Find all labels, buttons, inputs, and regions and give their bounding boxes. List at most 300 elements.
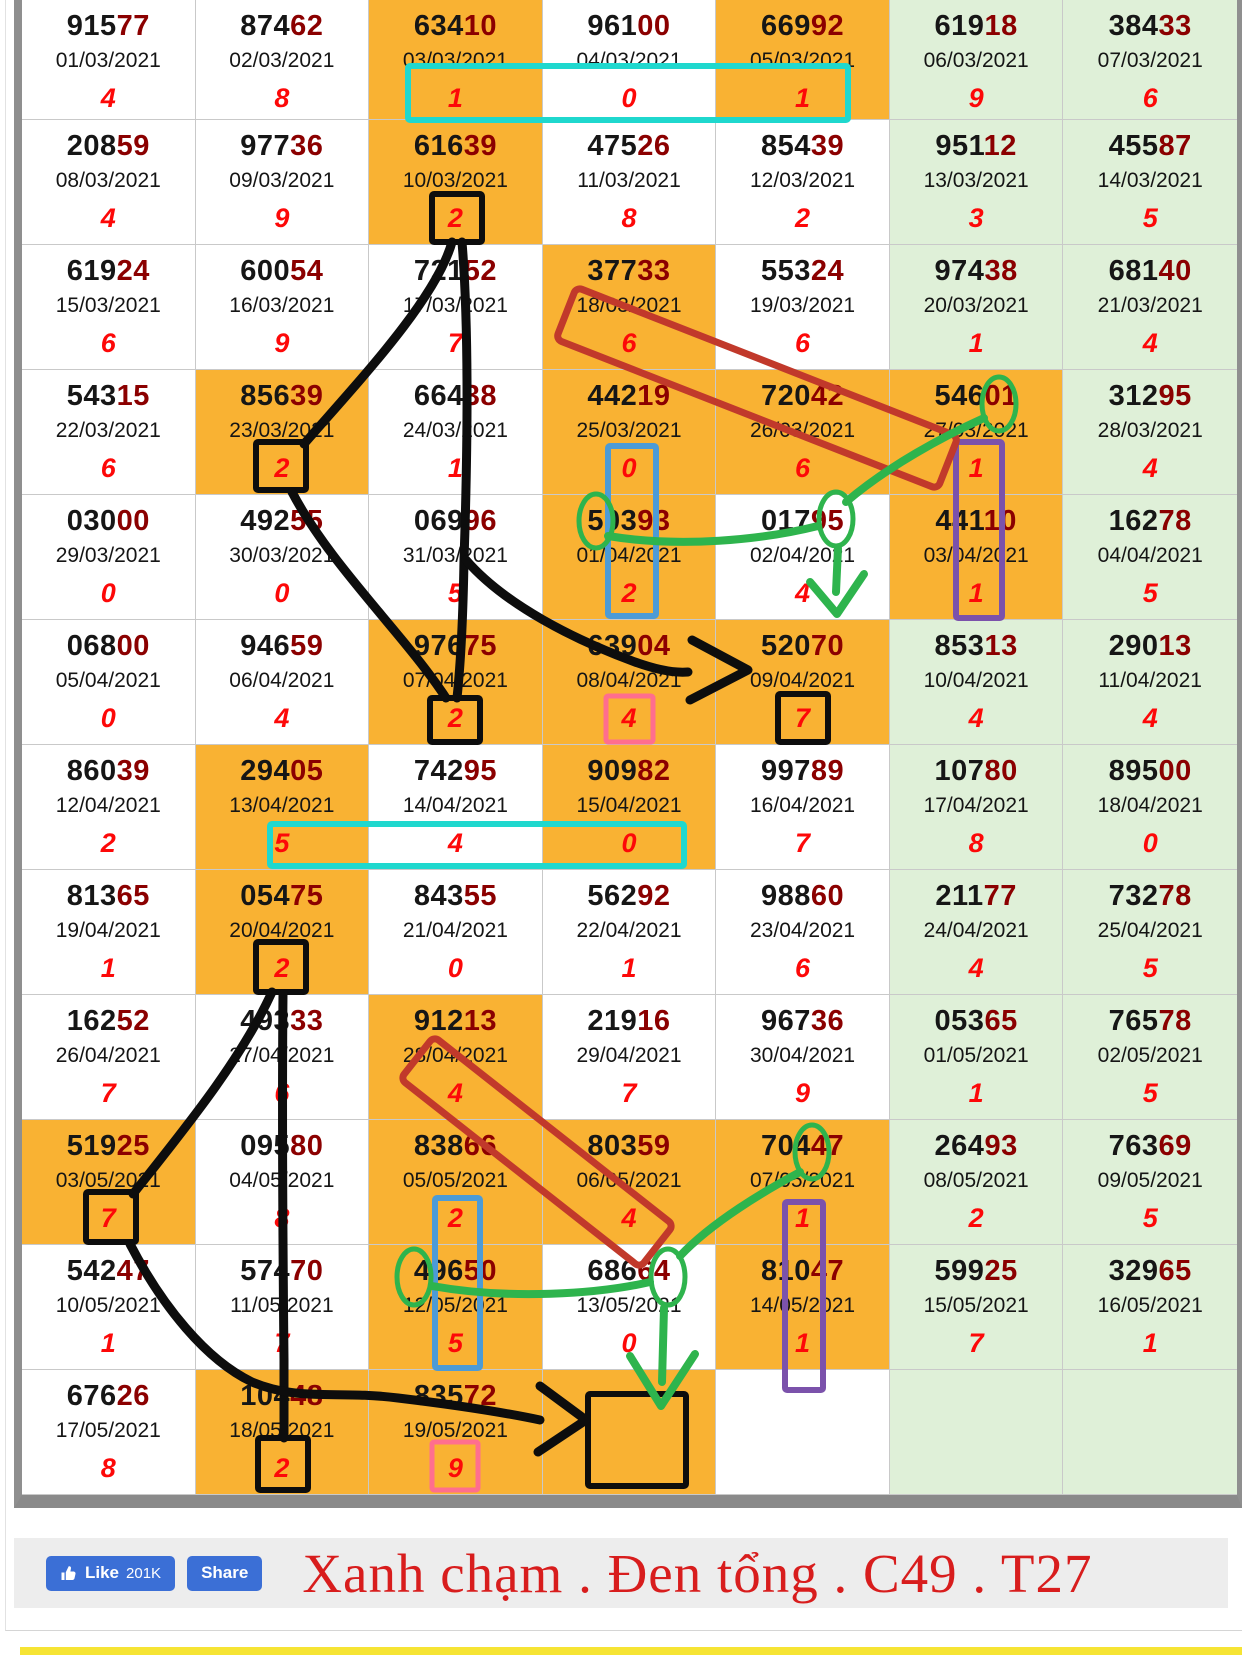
result-date: 14/04/2021 [402, 794, 508, 817]
result-cell-11-05-2021 [196, 1245, 370, 1370]
result-cell-07-03-2021 [1063, 0, 1237, 120]
result-date: 08/03/2021 [55, 169, 161, 192]
result-date: 01/05/2021 [923, 1044, 1029, 1067]
lottery-grid [22, 0, 1237, 1495]
result-date: 09/04/2021 [750, 669, 856, 692]
sum-digit: 1 [100, 953, 116, 983]
result-number: 84355 [413, 880, 497, 912]
sum-digit: 3 [968, 203, 984, 233]
result-date: 11/05/2021 [230, 1294, 334, 1317]
result-number: 97675 [413, 630, 497, 662]
result-date: 03/04/2021 [923, 544, 1029, 567]
result-cell-13-05-2021 [543, 1245, 717, 1370]
result-number: 97736 [240, 130, 324, 162]
sum-digit: 5 [1142, 578, 1158, 608]
result-number: 80359 [587, 1130, 671, 1162]
result-number: 06800 [66, 630, 150, 662]
sum-digit: 6 [100, 453, 116, 483]
result-cell-28-03-2021 [1063, 370, 1237, 495]
result-date: 30/03/2021 [229, 544, 335, 567]
result-cell-02-04-2021 [716, 495, 890, 620]
result-number: 44110 [935, 505, 1017, 537]
result-date: 18/03/2021 [576, 294, 682, 317]
result-cell-25-03-2021 [543, 370, 717, 495]
result-number: 83572 [413, 1380, 497, 1412]
result-cell-01-04-2021 [543, 495, 717, 620]
result-cell-04-03-2021 [543, 0, 717, 120]
result-date: 22/04/2021 [576, 919, 682, 942]
result-date: 07/03/2021 [1097, 49, 1203, 72]
result-cell-11-04-2021 [1063, 620, 1237, 745]
result-number: 44219 [587, 380, 671, 412]
sum-digit: 5 [1142, 1203, 1158, 1233]
sum-digit: 2 [274, 453, 290, 483]
result-cell-18-04-2021 [1063, 745, 1237, 870]
sum-digit: 1 [968, 578, 984, 608]
result-cell-01-03-2021 [22, 0, 196, 120]
result-number: 96100 [587, 10, 671, 42]
sum-digit: 5 [1142, 203, 1158, 233]
result-cell-04-04-2021 [1063, 495, 1237, 620]
result-date: 04/04/2021 [1097, 544, 1203, 567]
result-date: 07/05/2021 [750, 1169, 856, 1192]
sum-digit: 4 [100, 203, 116, 233]
sum-digit: 7 [795, 828, 811, 858]
result-date: 10/03/2021 [402, 169, 508, 192]
result-date: 04/05/2021 [229, 1169, 335, 1192]
sum-digit: 2 [274, 953, 290, 983]
result-cell-24-03-2021 [369, 370, 543, 495]
result-date: 05/05/2021 [402, 1169, 508, 1192]
sum-digit: 0 [621, 453, 637, 483]
result-date: 11/04/2021 [1098, 669, 1202, 692]
result-date: 22/03/2021 [55, 419, 161, 442]
result-number: 85313 [934, 630, 1018, 662]
sum-digit: 7 [100, 1203, 116, 1233]
result-number: 54315 [66, 380, 150, 412]
result-cell-23-04-2021 [716, 870, 890, 995]
result-cell-20-04-2021 [196, 870, 370, 995]
result-cell-30-04-2021 [716, 995, 890, 1120]
like-button-label: Like [85, 1563, 120, 1582]
sum-digit: 2 [447, 703, 463, 733]
sum-digit: 2 [968, 1203, 984, 1233]
result-date: 10/05/2021 [55, 1294, 161, 1317]
sum-digit: 5 [274, 828, 290, 858]
result-number: 16278 [1108, 505, 1192, 537]
result-number: 63904 [587, 630, 671, 662]
sum-digit: 2 [621, 578, 637, 608]
sum-digit: 0 [1142, 828, 1158, 858]
result-cell-22-04-2021 [543, 870, 717, 995]
sum-digit: 1 [968, 453, 984, 483]
result-cell-20-03-2021 [890, 245, 1064, 370]
sum-digit: 6 [1142, 83, 1158, 113]
result-date: 20/03/2021 [923, 294, 1029, 317]
sum-digit: 4 [1142, 703, 1158, 733]
sum-digit: 7 [274, 1328, 290, 1358]
result-cell-14-04-2021 [369, 745, 543, 870]
result-cell-03-04-2021 [890, 495, 1064, 620]
result-date: 28/03/2021 [1097, 419, 1203, 442]
like-count: 201K [126, 1564, 162, 1582]
result-number: 76369 [1108, 1130, 1192, 1162]
result-number: 50393 [587, 505, 671, 537]
sum-digit: 8 [274, 83, 290, 113]
result-date: 26/03/2021 [750, 419, 856, 442]
result-date: 03/05/2021 [55, 1169, 161, 1192]
result-number: 90982 [587, 755, 671, 787]
result-number: 66992 [760, 10, 845, 42]
result-number: 05365 [934, 1005, 1018, 1037]
sum-digit: 5 [1142, 953, 1158, 983]
result-number: 47526 [587, 130, 671, 162]
result-number: 20859 [66, 130, 150, 162]
result-number: 16252 [66, 1005, 150, 1037]
result-cell-09-04-2021 [716, 620, 890, 745]
result-number: 63410 [413, 10, 497, 42]
result-cell-15-05-2021 [890, 1245, 1064, 1370]
result-date: 06/04/2021 [229, 669, 335, 692]
sum-digit: 4 [1142, 328, 1158, 358]
result-cell-28-04-2021 [369, 995, 543, 1120]
result-number: 55324 [760, 255, 845, 287]
result-date: 02/05/2021 [1097, 1044, 1203, 1067]
sum-digit: 5 [447, 578, 463, 608]
result-cell-05-03-2021 [716, 0, 890, 120]
sum-digit: 0 [621, 1328, 637, 1358]
result-cell-17-05-2021 [22, 1370, 196, 1495]
result-date: 09/05/2021 [1097, 1169, 1203, 1192]
result-date: 19/03/2021 [750, 294, 856, 317]
result-cell-11-03-2021 [543, 120, 717, 245]
result-number: 72152 [413, 255, 497, 287]
result-cell-03-03-2021 [369, 0, 543, 120]
result-cell-14-03-2021 [1063, 120, 1237, 245]
share-button-label: Share [201, 1563, 249, 1582]
sum-digit: 7 [621, 1078, 637, 1108]
result-date: 25/03/2021 [576, 419, 682, 442]
sum-digit: 4 [621, 703, 637, 733]
sum-digit: 7 [795, 703, 811, 733]
sum-digit: 2 [447, 203, 463, 233]
result-date: 10/04/2021 [923, 669, 1029, 692]
grid-frame [14, 0, 1242, 1508]
result-cell-07-04-2021 [369, 620, 543, 745]
result-number: 66438 [413, 380, 497, 412]
result-number: 81047 [760, 1255, 845, 1287]
result-date: 14/05/2021 [750, 1294, 856, 1317]
result-cell-15-04-2021 [543, 745, 717, 870]
result-date: 16/03/2021 [229, 294, 335, 317]
result-number: 26493 [934, 1130, 1018, 1162]
result-date: 27/03/2021 [923, 419, 1029, 442]
result-number: 57470 [240, 1255, 324, 1287]
result-number: 31295 [1108, 380, 1192, 412]
result-number: 72042 [760, 380, 845, 412]
result-cell-17-04-2021 [890, 745, 1064, 870]
result-cell-23-03-2021 [196, 370, 370, 495]
result-date: 06/03/2021 [923, 49, 1029, 72]
result-number: 52070 [760, 630, 845, 662]
result-cell-03-05-2021 [22, 1120, 196, 1245]
result-number: 37733 [587, 255, 671, 287]
result-date: 17/05/2021 [55, 1419, 161, 1442]
sum-digit: 6 [795, 328, 811, 358]
result-cell-22-03-2021 [22, 370, 196, 495]
result-number: 95112 [935, 130, 1017, 162]
result-number: 45587 [1108, 130, 1192, 162]
result-number: 73278 [1108, 880, 1192, 912]
result-number: 06996 [413, 505, 497, 537]
result-cell-13-03-2021 [890, 120, 1064, 245]
result-number: 94659 [240, 630, 324, 662]
result-cell-29-03-2021 [22, 495, 196, 620]
result-date: 07/04/2021 [402, 669, 508, 692]
sum-digit: 0 [100, 703, 116, 733]
sum-digit: 4 [621, 1203, 637, 1233]
result-number: 59925 [934, 1255, 1018, 1287]
sum-digit: 8 [274, 1203, 290, 1233]
result-number: 85439 [760, 130, 845, 162]
result-number: 96736 [760, 1005, 845, 1037]
sum-digit: 6 [795, 953, 811, 983]
sum-digit: 8 [100, 1453, 116, 1483]
result-cell-04-05-2021 [196, 1120, 370, 1245]
result-date: 02/03/2021 [229, 49, 335, 72]
result-cell-27-03-2021 [890, 370, 1064, 495]
social-bar [14, 1538, 1228, 1608]
result-date: 06/05/2021 [576, 1169, 682, 1192]
result-cell-16-03-2021 [196, 245, 370, 370]
sum-digit: 1 [795, 1328, 811, 1358]
sum-digit: 8 [968, 828, 984, 858]
result-date: 16/04/2021 [750, 794, 856, 817]
result-cell-10-03-2021 [369, 120, 543, 245]
result-date: 09/03/2021 [229, 169, 335, 192]
sum-digit: 1 [968, 1078, 984, 1108]
result-date: 23/03/2021 [229, 419, 335, 442]
result-cell-13-04-2021 [196, 745, 370, 870]
result-number: 49333 [240, 1005, 324, 1037]
result-cell-01-05-2021 [890, 995, 1064, 1120]
result-number: 21177 [935, 880, 1017, 912]
sum-digit: 7 [968, 1328, 984, 1358]
result-number: 91213 [413, 1005, 497, 1037]
result-cell-05-05-2021 [369, 1120, 543, 1245]
result-date: 25/04/2021 [1097, 919, 1203, 942]
result-number: 76578 [1108, 1005, 1192, 1037]
sum-digit: 7 [100, 1078, 116, 1108]
sum-digit: 1 [621, 953, 637, 983]
result-cell-05-04-2021 [22, 620, 196, 745]
result-number: 61918 [934, 10, 1018, 42]
result-date: 02/04/2021 [750, 544, 856, 567]
result-number: 09580 [240, 1130, 324, 1162]
sum-digit: 6 [100, 328, 116, 358]
sum-digit: 4 [1142, 453, 1158, 483]
result-number: 01795 [760, 505, 845, 537]
sum-digit: 4 [447, 828, 463, 858]
result-cell-19-04-2021 [22, 870, 196, 995]
sum-digit: 4 [968, 703, 984, 733]
sum-digit: 9 [274, 203, 290, 233]
result-date: 08/05/2021 [923, 1169, 1029, 1192]
result-number: 61924 [66, 255, 150, 287]
result-number: 56292 [587, 880, 671, 912]
result-date: 26/04/2021 [55, 1044, 161, 1067]
sum-digit: 0 [621, 83, 637, 113]
result-cell-09-05-2021 [1063, 1120, 1237, 1245]
result-date: 13/04/2021 [229, 794, 335, 817]
empty-cell [890, 1370, 1064, 1495]
result-cell-02-05-2021 [1063, 995, 1237, 1120]
result-number: 70447 [760, 1130, 845, 1162]
result-number: 74295 [413, 755, 497, 787]
sum-digit: 4 [447, 1078, 463, 1108]
sum-digit: 2 [795, 203, 811, 233]
result-number: 98860 [760, 880, 845, 912]
result-date: 12/03/2021 [750, 169, 856, 192]
sum-digit: 2 [274, 1453, 290, 1483]
facebook-like-button[interactable] [46, 1556, 175, 1591]
sum-digit: 4 [968, 953, 984, 983]
result-date: 15/05/2021 [923, 1294, 1029, 1317]
result-date: 01/04/2021 [576, 544, 682, 567]
result-cell-21-03-2021 [1063, 245, 1237, 370]
result-date: 18/04/2021 [1097, 794, 1203, 817]
result-cell-12-04-2021 [22, 745, 196, 870]
result-cell-26-04-2021 [22, 995, 196, 1120]
result-number: 68664 [587, 1255, 671, 1287]
result-date: 11/03/2021 [577, 169, 681, 192]
result-date: 21/03/2021 [1097, 294, 1203, 317]
result-date: 04/03/2021 [576, 49, 682, 72]
result-number: 38433 [1108, 10, 1192, 42]
result-number: 68140 [1108, 255, 1192, 287]
sum-digit: 1 [100, 1328, 116, 1358]
result-cell-25-04-2021 [1063, 870, 1237, 995]
result-cell-07-05-2021 [716, 1120, 890, 1245]
result-cell-06-05-2021 [543, 1120, 717, 1245]
result-date: 13/05/2021 [576, 1294, 682, 1317]
result-cell-27-04-2021 [196, 995, 370, 1120]
result-number: 89500 [1108, 755, 1192, 787]
share-button[interactable] [187, 1556, 262, 1591]
result-date: 17/04/2021 [923, 794, 1029, 817]
result-date: 15/03/2021 [55, 294, 161, 317]
result-cell-09-03-2021 [196, 120, 370, 245]
result-number: 10448 [240, 1380, 324, 1412]
result-cell-19-05-2021 [369, 1370, 543, 1495]
result-number: 29013 [1108, 630, 1192, 662]
sum-digit: 7 [447, 328, 463, 358]
result-number: 87462 [240, 10, 324, 42]
result-number: 49255 [240, 505, 324, 537]
sum-digit: 2 [100, 828, 116, 858]
result-cell-12-03-2021 [716, 120, 890, 245]
result-number: 60054 [240, 255, 324, 287]
result-number: 10780 [934, 755, 1018, 787]
result-date: 14/03/2021 [1097, 169, 1203, 192]
result-date: 08/04/2021 [576, 669, 682, 692]
result-cell-16-05-2021 [1063, 1245, 1237, 1370]
sum-digit: 5 [1142, 1078, 1158, 1108]
result-date: 12/05/2021 [402, 1294, 508, 1317]
result-number: 54247 [66, 1255, 150, 1287]
result-number: 61639 [413, 130, 497, 162]
result-cell-18-05-2021 [196, 1370, 370, 1495]
sum-digit: 1 [795, 1203, 811, 1233]
result-cell-06-03-2021 [890, 0, 1064, 120]
result-date: 20/04/2021 [229, 919, 335, 942]
sum-digit: 1 [795, 83, 811, 113]
empty-cell [1063, 1370, 1237, 1495]
result-number: 91577 [66, 10, 150, 42]
result-date: 29/04/2021 [576, 1044, 682, 1067]
sum-digit: 0 [621, 828, 637, 858]
sum-digit: 6 [795, 453, 811, 483]
sum-digit: 0 [447, 953, 463, 983]
result-date: 31/03/2021 [402, 544, 508, 567]
result-cell-30-03-2021 [196, 495, 370, 620]
sum-digit: 9 [795, 1078, 811, 1108]
sum-digit: 9 [274, 328, 290, 358]
result-date: 29/03/2021 [55, 544, 161, 567]
sum-digit: 6 [621, 328, 637, 358]
sum-digit: 4 [795, 578, 811, 608]
result-cell-06-04-2021 [196, 620, 370, 745]
result-date: 05/04/2021 [55, 669, 161, 692]
result-cell-12-05-2021 [369, 1245, 543, 1370]
result-number: 81365 [66, 880, 150, 912]
result-cell-16-04-2021 [716, 745, 890, 870]
sum-digit: 1 [1142, 1328, 1158, 1358]
result-date: 21/04/2021 [402, 919, 508, 942]
result-number: 97438 [934, 255, 1018, 287]
result-number: 49650 [413, 1255, 497, 1287]
result-cell-10-05-2021 [22, 1245, 196, 1370]
empty-cell [543, 1370, 717, 1495]
result-date: 27/04/2021 [229, 1044, 335, 1067]
result-cell-14-05-2021 [716, 1245, 890, 1370]
result-number: 05475 [240, 880, 324, 912]
result-number: 21916 [587, 1005, 671, 1037]
result-number: 54601 [934, 380, 1018, 412]
sum-digit: 4 [274, 703, 290, 733]
result-number: 51925 [66, 1130, 150, 1162]
result-date: 19/05/2021 [402, 1419, 508, 1442]
caption-text: Xanh chạm . Đen tổng . C49 . T27 [302, 1542, 1093, 1604]
result-cell-15-03-2021 [22, 245, 196, 370]
result-number: 86039 [66, 755, 150, 787]
result-number: 03000 [66, 505, 150, 537]
thumbs-up-icon [60, 1564, 78, 1582]
result-date: 28/04/2021 [402, 1044, 508, 1067]
result-number: 83866 [413, 1130, 497, 1162]
sum-digit: 2 [447, 1203, 463, 1233]
result-cell-18-03-2021 [543, 245, 717, 370]
sum-digit: 8 [621, 203, 637, 233]
result-cell-19-03-2021 [716, 245, 890, 370]
sum-digit: 0 [274, 578, 290, 608]
result-date: 24/04/2021 [923, 919, 1029, 942]
result-date: 15/04/2021 [576, 794, 682, 817]
result-date: 17/03/2021 [402, 294, 508, 317]
result-date: 16/05/2021 [1097, 1294, 1203, 1317]
sum-digit: 9 [968, 83, 984, 113]
result-date: 13/03/2021 [923, 169, 1029, 192]
